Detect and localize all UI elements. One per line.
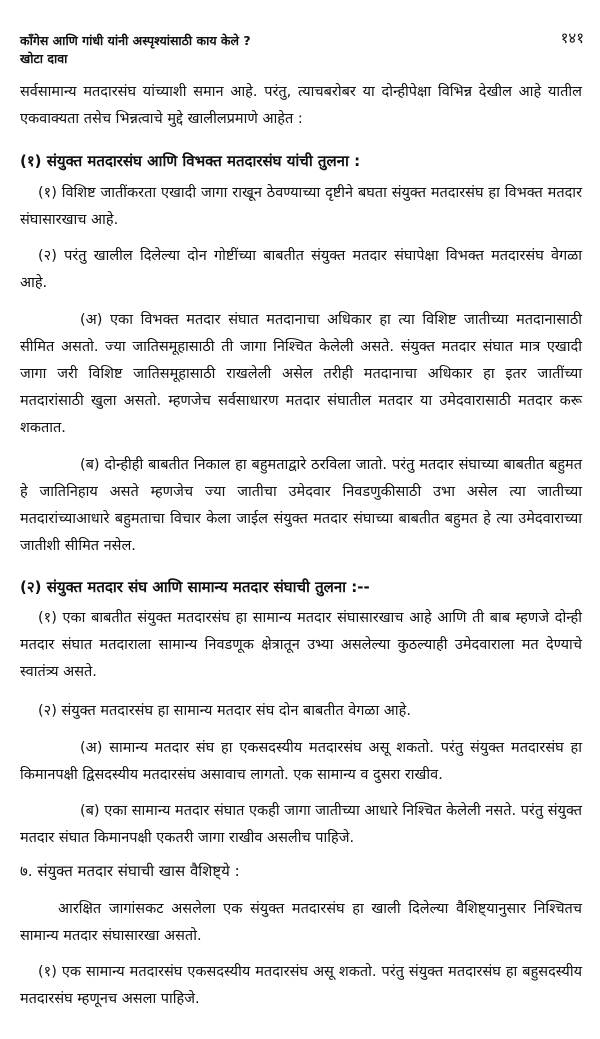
section-2-para-a: (अ) सामान्य मतदार संघ हा एकसदस्यीय मतदारसंघ असू शकतो. परंतु संयुक्त मतदारसंघ हा किमानपक्षी द्विसदस्यीय मतदारसंघ असावाच लागतो. एक सामान्य व दुसरा राखीव. — [20, 740, 582, 783]
section-1-para-1: (१) विशिष्ट जातींकरता एखादी जागा राखून ठेवण्याच्या दृष्टीने बघता संयुक्त मतदारसंघ हा विभक्त मतदार संघासारखाच आहे. — [20, 185, 582, 228]
section-2-para-b: (ब) एका सामान्य मतदार संघात एकही जागा जातीच्या आधारे निश्चित केलेली नसते. परंतु संयुक्त मतदार संघात किमानपक्षी एकतरी जागा राखीव असलीच पाहिजे. — [20, 803, 582, 846]
running-header-subtitle: खोटा दावा — [20, 51, 68, 66]
section-2-heading: (२) संयुक्त मतदार संघ आणि सामान्य मतदार संघाची तुलना :-- — [20, 578, 370, 596]
section-2-para-1: (१) एका बाबतीत संयुक्त मतदारसंघ हा सामान्य मतदार संघासारखाच आहे आणि ती बाब म्हणजे दोन्ही मतदार संघात मतदाराला सामान्य निवडणूक क्षेत्रातून उभ्या असलेल्या कुठल्याही उमेदवाराला मत देण्याचे स्वातंत्र्य असते. — [20, 610, 582, 680]
running-header-title: कॉंगेस आणि गांधी यांनी अस्पृश्यांसाठी काय केले ? — [20, 33, 251, 48]
section-1-para-a: (अ) एका विभक्त मतदार संघात मतदानाचा अधिकार हा त्या विशिष्ट जातीच्या मतदानासाठी सीमित असतो. ज्या जातिसमूहासाठी ती जागा निश्चित केलेली असते. संयुक्त मतदार संघात मात्र एखादी जागा जरी विशिष्ट जातिसमूहासाठी राखलेली असेल तरीही मतदानाचा अधिकार हा इतर जातींच्या मतदारांसाठी खुला असतो. म्हणजेच सर्वसाधारण मतदार संघातील मतदार या उमेदवारासाठी मतदार करू शकतात. — [20, 312, 582, 436]
intro-paragraph: सर्वसामान्य मतदारसंघ यांच्याशी समान आहे. परंतु, त्याचबरोबर या दोन्हीपेक्षा विभिन्न देखील आहे यातील एकवाक्यता तसेच भिन्नत्वाचे मुद्दे खालीलप्रमाणे आहेत : — [20, 84, 582, 127]
section-7-para-2: (१) एक सामान्य मतदारसंघ एकसदस्यीय मतदारसंघ असू शकतो. परंतु संयुक्त मतदारसंघ हा बहुसदस्यीय मतदारसंघ म्हणूनच असला पाहिजे. — [20, 964, 582, 1007]
section-1-heading: (१) संयुक्त मतदारसंघ आणि विभक्त मतदारसंघ यांची तुलना : — [20, 152, 361, 170]
section-7-para-1: आरक्षित जागांसकट असलेला एक संयुक्त मतदारसंघ हा खाली दिलेल्या वैशिष्ट्यानुसार निश्चितच सामान्य मतदार संघासारखा असतो. — [20, 901, 582, 944]
section-2-para-2: (२) संयुक्त मतदारसंघ हा सामान्य मतदार संघ दोन बाबतीत वेगळा आहे. — [38, 703, 411, 719]
page-number: १४१ — [560, 29, 584, 47]
section-1-para-b: (ब) दोन्हीही बाबतीत निकाल हा बहुमताद्वारे ठरविला जातो. परंतु मतदार संघाच्या बाबतीत बहुमत हे जातिनिहाय असते म्हणजेच ज्या जातीचा उमेदवार निवडणुकीसाठी उभा असेल त्या जातीच्या मतदारांच्याआधारे बहुमताचा विचार केला जाईल संयुक्त मतदार संघाच्या बाबतीत बहुमत हे त्या उमेदवाराच्या जातीशी सीमित नसेल. — [20, 457, 582, 554]
section-7-heading: ७. संयुक्त मतदार संघाची खास वैशिष्ट्ये : — [20, 862, 240, 880]
section-1-para-2: (२) परंतु खालील दिलेल्या दोन गोष्टींच्या बाबतीत संयुक्त मतदार संघापेक्षा विभक्त मतदारसंघ वेगळा आहे. — [20, 248, 582, 291]
